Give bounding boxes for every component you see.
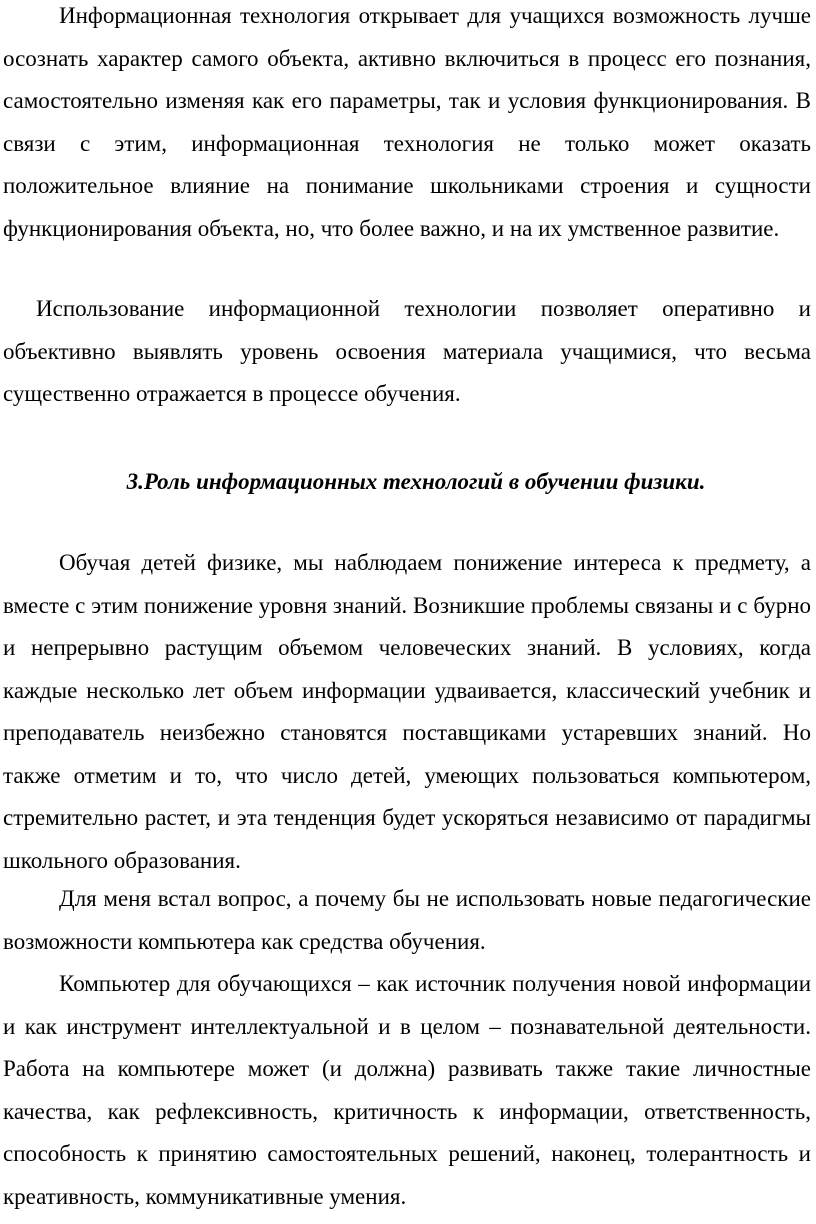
paragraph-question: Для меня встал вопрос, а почему бы не использовать новые педагогические возможности компьютера как средства обучения. <box>3 886 811 954</box>
paragraph-teaching-physics: Обучая детей физике, мы наблюдаем понижение интереса к предмету, а вместе с этим понижение уровня знаний. Возникшие проблемы связаны и с бурно и непрерывно растущим объемом человеческих знаний. В условиях, когда каждые несколько лет объем информации удваивается, классический учебник и преподаватель неизбежно становятся поставщиками устаревших знаний. Но также отметим и то, что число детей, умеющих пользоваться компьютером, стремительно растет, и эта тенденция будет ускоряться независимо от парадигмы школьного образования. <box>3 550 811 873</box>
section-heading: 3.Роль информационных технологий в обучении физики. <box>126 469 706 494</box>
paragraph-it-assessment: Использование информационной технологии позволяет оперативно и объективно выявлять уровень освоения материала учащимися, что весьма существенно отражается в процессе обучения. <box>3 296 811 406</box>
paragraph-it-opportunities: Информационная технология открывает для учащихся возможность лучше осознать характер самого объекта, активно включиться в процесс его познания, самостоятельно изменяя как его параметры, так и условия функционирования. В связи с этим, информационная технология не только может оказать положительное влияние на понимание школьниками строения и сущности функционирования объекта, но, что более важно, и на их умственное развитие. <box>3 3 811 241</box>
paragraph-computer-role: Компьютер для обучающихся – как источник получения новой информации и как инструмент интеллектуальной и в целом – познавательной деятельности. Работа на компьютере может (и должна) развивать также такие личностные качества, как рефлексивность, критичность к информации, ответственность, способность к принятию самостоятельных решений, наконец, толерантность и креативность, коммуникативные умения. <box>3 971 811 1209</box>
